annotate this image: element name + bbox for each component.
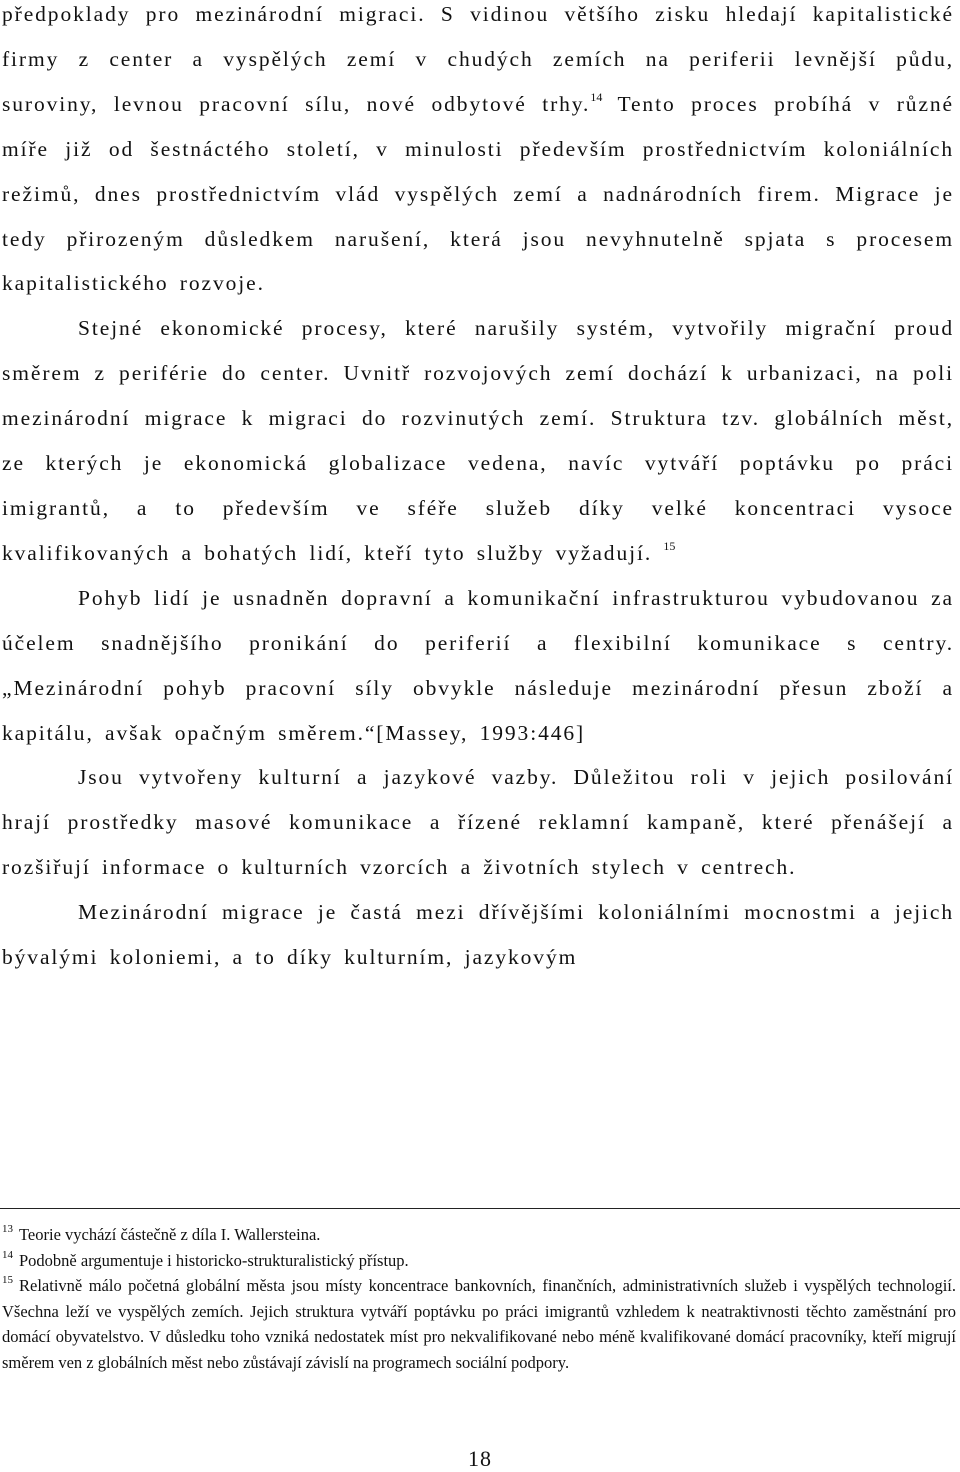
footnote-separator <box>0 1208 960 1209</box>
paragraph-1-text-cont: Tento proces probíhá v různé míře již od šestnáctého století, v minulosti především prostřednictvím koloniálních režimů, dnes prostřednictvím vlád vyspělých zemí a nadnárodních firem. Migrace je tedy přirozeným důsledkem narušení, která jsou nevyhnutelně spjata s procesem kapitalistického rozvoje. <box>2 91 954 296</box>
footnote-text: Teorie vychází částečně z díla I. Wallersteina. <box>19 1225 321 1244</box>
footnote-ref-14[interactable]: 14 <box>590 89 603 104</box>
footnotes <box>2 1222 956 1375</box>
paragraph-2-text: Stejné ekonomické procesy, které narušily systém, vytvořily migrační proud směrem z periférie do center. Uvnitř rozvojových zemí dochází k urbanizaci, na poli mezinárodní migrace k migraci do rozvinutých zemí. Struktura tzv. globálních měst, ze kterých je ekonomická globalizace vedena, navíc vytváří poptávku po práci imigrantů, a to především ve sféře služeb díky velké koncentraci vysoce kvalifikovaných a bohatých lidí, kteří tyto služby vyžadují. <box>2 316 954 565</box>
footnote-15 <box>2 1273 956 1375</box>
body-text <box>2 0 954 980</box>
footnote-14 <box>2 1248 956 1274</box>
page-number: 18 <box>468 1446 492 1471</box>
footnote-number: 15 <box>2 1274 13 1286</box>
paragraph-3: Pohyb lidí je usnadněn dopravní a komunikační infrastrukturou vybudovanou za účelem snadnějšího pronikání do periferií a flexibilní komunikace s centry. „Mezinárodní pohyb pracovní síly obvykle následuje mezinárodní přesun zboží a kapitálu, avšak opačným směrem.“[Massey, 1993:446] <box>2 585 954 745</box>
footnote-text: Podobně argumentuje i historicko-strukturalistický přístup. <box>19 1250 409 1270</box>
footnote-number: 14 <box>2 1248 13 1261</box>
paragraph-1 <box>2 0 954 306</box>
paragraph-1-text: předpoklady pro mezinárodní migraci. S vidinou většího zisku hledají kapitalistické firmy z center a vyspělých zemí v chudých zemích na periferii levnější půdu, suroviny, levnou pracovní sílu, nové odbytové trhy. <box>2 2 954 116</box>
footnote-number: 13 <box>2 1223 13 1235</box>
footnote-ref-15[interactable]: 15 <box>663 538 676 553</box>
paragraph-4: Jsou vytvořeny kulturní a jazykové vazby. Důležitou roli v jejich posilování hrají prostředky masové komunikace a řízené reklamní kampaně, které přenášejí a rozšiřují informace o kulturních vzorcích a životních stylech v centrech. <box>2 765 954 880</box>
paragraph-2 <box>2 306 954 575</box>
footnote-13 <box>2 1222 956 1248</box>
paragraph-5: Mezinárodní migrace je častá mezi dřívějšími koloniálními mocnostmi a jejich bývalými koloniemi, a to díky kulturním, jazykovým <box>2 900 954 970</box>
footnote-text: Relativně málo početná globální města jsou místy koncentrace bankovních, finančních, administrativních služeb i vyspělých technologií. Všechna leží ve vyspělých zemích. Jejich struktura vytváří poptávku po práci imigrantů vzhledem k neatraktivnosti těchto zaměstnání pro domácí obyvatelstvo. V důsledku toho vzniká nedostatek míst pro nekvalifikované nebo méně kvalifikované domácí pracovníky, kteří migrují směrem ven z globálních měst nebo zůstávají závislí na programech sociální podpory. <box>2 1276 956 1372</box>
